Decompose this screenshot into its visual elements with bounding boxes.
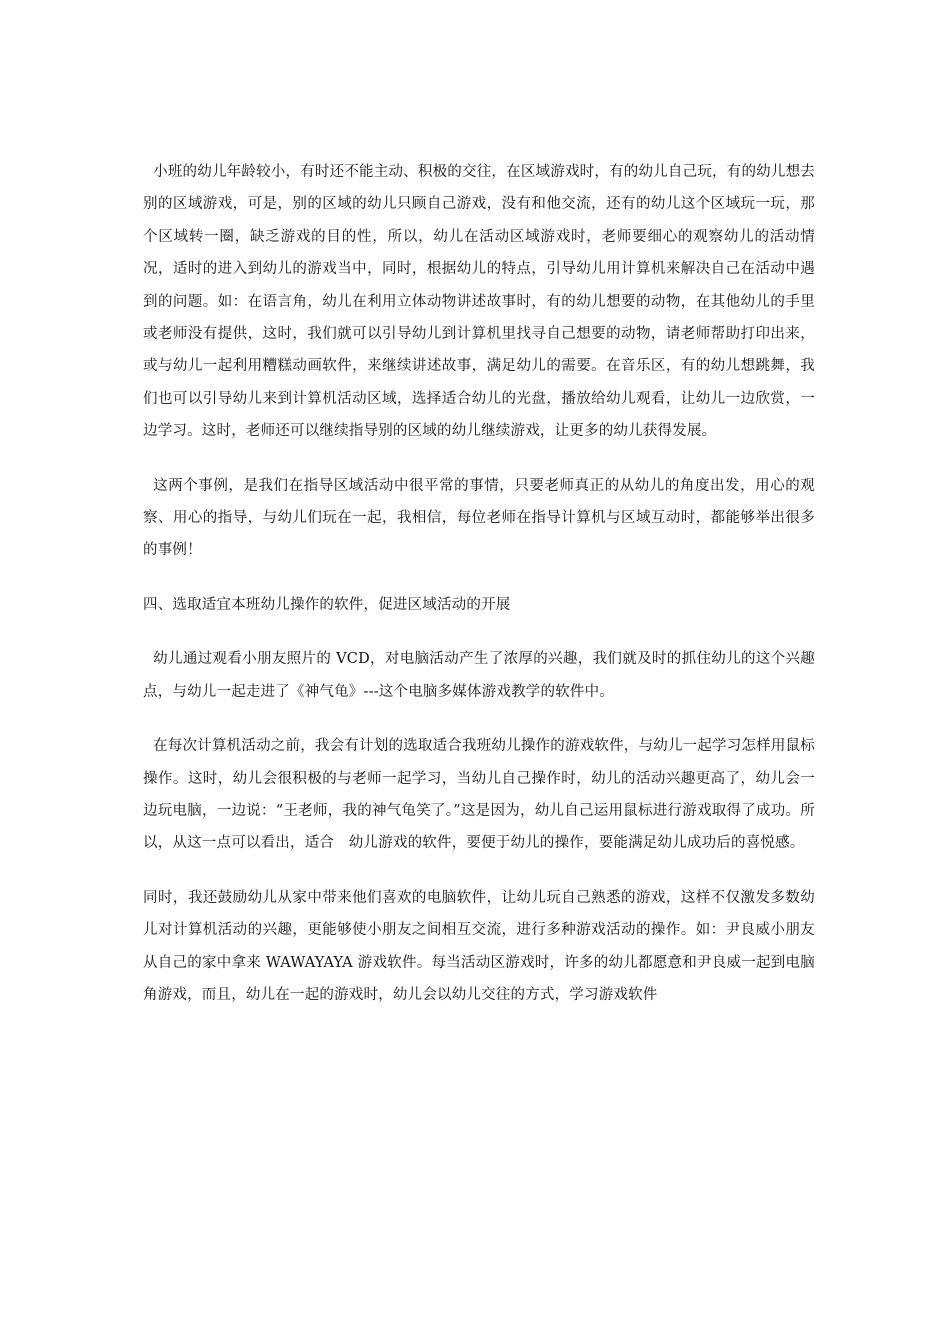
paragraph-home-software: 同时，我还鼓励幼儿从家中带来他们喜欢的电脑软件，让幼儿玩自己熟悉的游戏，这样不仅激发多数幼儿对计算机活动的兴趣，更能够使小朋友之间相互交流，进行多种游戏活动的操作。如：尹良威小朋友从自己的家中拿来 WAWAYAYA 游戏软件。每当活动区游戏时，许多的幼儿都愿意和尹良威一起到电脑角游戏，而且，幼儿在一起的游戏时，幼儿会以幼儿交往的方式，学习游戏软件 <box>143 889 815 1003</box>
paragraph-region-play: 小班的幼儿年龄较小，有时还不能主动、积极的交往，在区域游戏时，有的幼儿自己玩，有的幼儿想去别的区域游戏，可是，别的区域的幼儿只顾自己游戏，没有和他交流，还有的幼儿这个区域玩一玩，那个区域转一圈，缺乏游戏的目的性，所以，幼儿在活动区域游戏时，老师要细心的观察幼儿的活动情况，适时的进入到幼儿的游戏当中，同时，根据幼儿的特点，引导幼儿用计算机来解决自己在活动中遇到的问题。如：在语言角，幼儿在利用立体动物讲述故事时，有的幼儿想要的动物，在其他幼儿的手里或老师没有提供，这时，我们就可以引导幼儿到计算机里找寻自己想要的动物，请老师帮助打印出来，或与幼儿一起利用糟糕动画软件，来继续讲述故事，满足幼儿的需要。在音乐区，有的幼儿想跳舞，我们也可以引导幼儿来到计算机活动区域，选择适合幼儿的光盘，播放给幼儿观看，让幼儿一边欣赏，一边学习。这时，老师还可以继续指导别的区域的幼儿继续游戏，让更多的幼儿获得发展。 <box>143 164 815 440</box>
paragraph-vcd: 幼儿通过观看小朋友照片的 VCD，对电脑活动产生了浓厚的兴趣，我们就及时的抓住幼儿的这个兴趣点，与幼儿一起走进了《神气龟》---这个电脑多媒体游戏教学的软件中。 <box>143 651 815 700</box>
document-body <box>143 156 815 1033</box>
section-heading-four: 四、选取适宜本班幼儿操作的软件，促进区域活动的开展 <box>143 596 511 613</box>
paragraph-software-selection: 在每次计算机活动之前，我会有计划的选取适合我班幼儿操作的游戏软件，与幼儿一起学习怎样用鼠标操作。这时，幼儿会很积极的与老师一起学习，当幼儿自己操作时，幼儿的活动兴趣更高了，幼儿会一边玩电脑，一边说：“王老师，我的神气龟笑了。”这是因为，幼儿自己运用鼠标进行游戏取得了成功。所以，从这一点可以看出，适合 幼儿游戏的软件，要便于幼儿的操作，要能满足幼儿成功后的喜悦感。 <box>143 738 815 852</box>
paragraph-examples: 这两个事例，是我们在指导区域活动中很平常的事情，只要老师真正的从幼儿的角度出发，用心的观察、用心的指导，与幼儿们玩在一起，我相信，每位老师在指导计算机与区域互动时，都能够举出很多的事例！ <box>143 477 815 559</box>
